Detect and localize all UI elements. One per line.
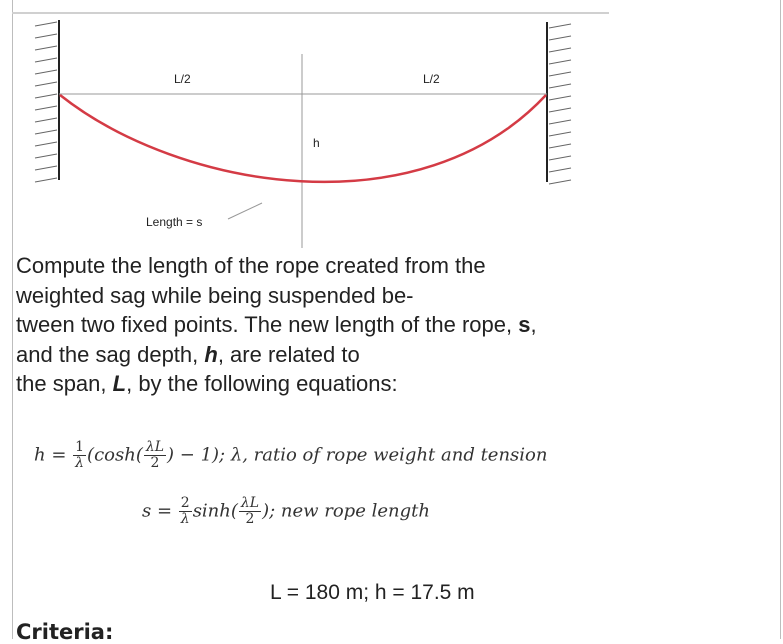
label-length: Length = s bbox=[146, 215, 203, 229]
rope-curve bbox=[60, 95, 546, 182]
left-wall bbox=[35, 20, 59, 182]
label-half-span-right: L/2 bbox=[423, 72, 440, 86]
criteria-heading: Criteria: bbox=[16, 620, 114, 644]
right-wall bbox=[547, 22, 571, 184]
catenary-diagram bbox=[0, 0, 640, 250]
length-leader bbox=[228, 203, 262, 219]
problem-line-3: tween two fixed points. The new length of the rope, s, bbox=[16, 312, 537, 337]
equation-length: s = $\frac{2}{\lambda}$ sinh( $\frac{\lambda L}{2}$ ); new rope length bbox=[142, 495, 430, 527]
label-half-span-left: L/2 bbox=[174, 72, 191, 86]
var-L: L bbox=[112, 371, 127, 396]
problem-line-1: Compute the length of the rope created from the bbox=[16, 253, 486, 278]
label-sag-depth: h bbox=[313, 136, 320, 150]
var-s: s bbox=[518, 312, 531, 337]
right-border bbox=[780, 0, 781, 639]
var-h: h bbox=[204, 341, 218, 367]
equation-sag: h = $\frac{1}{\lambda}$ (cosh( $\frac{\lambda L}{2}$ ) − 1); λ, ratio of rope weight and tension bbox=[34, 439, 548, 471]
problem-line-4: and the sag depth, h, are related to bbox=[16, 341, 360, 367]
problem-line-2: weighted sag while being suspended be- bbox=[16, 282, 414, 308]
problem-statement bbox=[16, 251, 616, 399]
problem-line-5: the span, L, by the following equations: bbox=[16, 371, 398, 396]
given-values: L = 180 m; h = 17.5 m bbox=[270, 581, 475, 604]
